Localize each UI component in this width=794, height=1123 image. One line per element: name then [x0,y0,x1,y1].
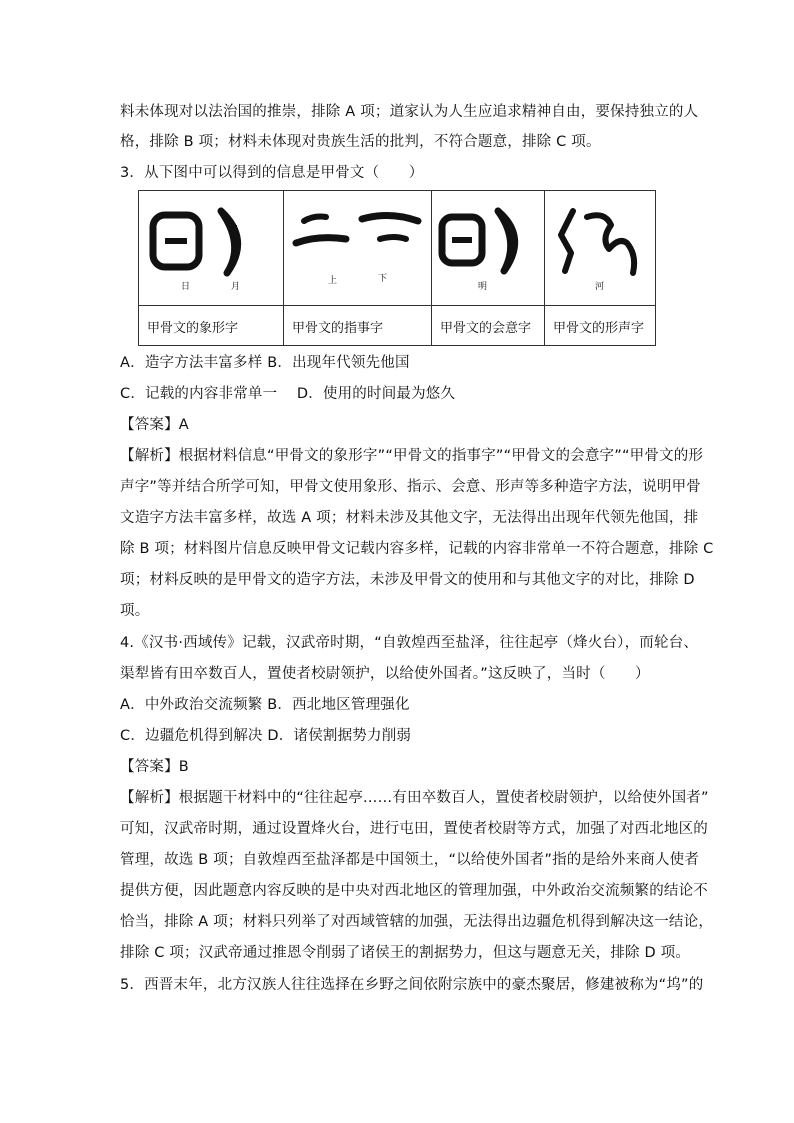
oracle-bone-table [138,190,656,346]
analysis-text: 声字”等并结合所学可知，甲骨文使用象形、指示、会意、形声等多种造字方法，说明甲骨 [120,479,702,495]
oracle-glyph-image [284,191,431,306]
analysis-text: 管理，故选 B 项；自敦煌西至盐泽都是中国领土，“以给使外国者”指的是给外来商人使者 [120,852,700,868]
analysis-text: 【解析】根据题干材料中的“往往起亭……有田卒数百人，置使者校尉领护，以给使外国者” [120,790,709,806]
option-line: C．边疆危机得到解决 D．诸侯割据势力削弱 [120,728,412,744]
question-4: 4.《汉书·西域传》记载，汉武帝时期，“自敦煌西至盐泽，往往起亭（烽火台），而轮台、 [120,635,699,651]
analysis-text: 文造字方法丰富多样，故选 A 项；材料未涉及其他文字，无法得出出现年代领先他国，排 [120,510,699,526]
analysis-text: 可知，汉武帝时期，通过设置烽火台，进行屯田，置使者校尉等方式，加强了对西北地区的 [120,821,708,837]
glyph-caption: 日 [181,282,191,292]
analysis-text: 提供方便，因此题意内容反映的是中央对西北地区的管理加强，中外政治交流频繁的结论不 [120,883,708,899]
table-cell-indicative [284,191,432,345]
table-cell-associative [432,191,545,345]
oracle-glyph-image [139,191,283,306]
glyph-caption: 河 [595,282,605,292]
option-line: C．记载的内容非常单一 D．使用的时间最为悠久 [120,386,456,402]
cell-label: 甲骨文的指事字 [292,321,384,336]
oracle-glyph-image [545,191,655,306]
glyph-caption: 明 [478,282,488,292]
table-cell-phonetic [545,191,655,345]
glyph-caption: 月 [231,282,241,292]
cell-label: 甲骨文的象形字 [147,321,239,336]
analysis-text: 排除 C 项；汉武帝通过推恩令削弱了诸侯王的割据势力，但这与题意无关，排除 D 项。 [120,945,691,961]
option-line: A．中外政治交流频繁 B．西北地区管理强化 [120,697,410,713]
cell-label: 甲骨文的形声字 [553,321,645,336]
analysis-text: 除 B 项；材料图片信息反映甲骨文记载内容多样，记载的内容非常单一不符合题意，排除 C [120,541,714,557]
glyph-caption: 下 [378,274,388,284]
glyph-caption: 上 [328,276,338,286]
option-line: A．造字方法丰富多样 B．出现年代领先他国 [120,355,410,371]
question-5: 5．西晋末年，北方汉族人往往选择在乡野之间依附宗族中的豪杰聚居，修建被称为“坞”的 [120,977,704,993]
analysis-text: 项；材料反映的是甲骨文的造字方法，未涉及甲骨文的使用和与其他文字的对比，排除 D [120,572,695,588]
oracle-glyph-image [432,191,544,306]
question-3: 3．从下图中可以得到的信息是甲骨文（ ） [120,165,424,181]
answer-label: 【答案】A [120,417,189,433]
analysis-text: 【解析】根据材料信息“甲骨文的象形字”“甲骨文的指事字”“甲骨文的会意字”“甲骨文的形 [120,448,704,464]
text-line: 格，排除 B 项；材料未体现对贵族生活的批判，不符合题意，排除 C 项。 [120,134,601,150]
cell-label: 甲骨文的会意字 [440,321,532,336]
analysis-text: 恰当，排除 A 项；材料只列举了对西域管辖的加强，无法得出边疆危机得到解决这一结论， [120,914,714,930]
question-4: 渠犁皆有田卒数百人，置使者校尉领护，以给使外国者。”这反映了，当时（ ） [120,666,650,682]
table-cell-pictographic [139,191,284,345]
answer-label: 【答案】B [120,759,189,775]
text-line: 料未体现对以法治国的推崇，排除 A 项；道家认为人生应追求精神自由，要保持独立的人 [120,104,699,120]
analysis-text: 项。 [120,603,150,619]
